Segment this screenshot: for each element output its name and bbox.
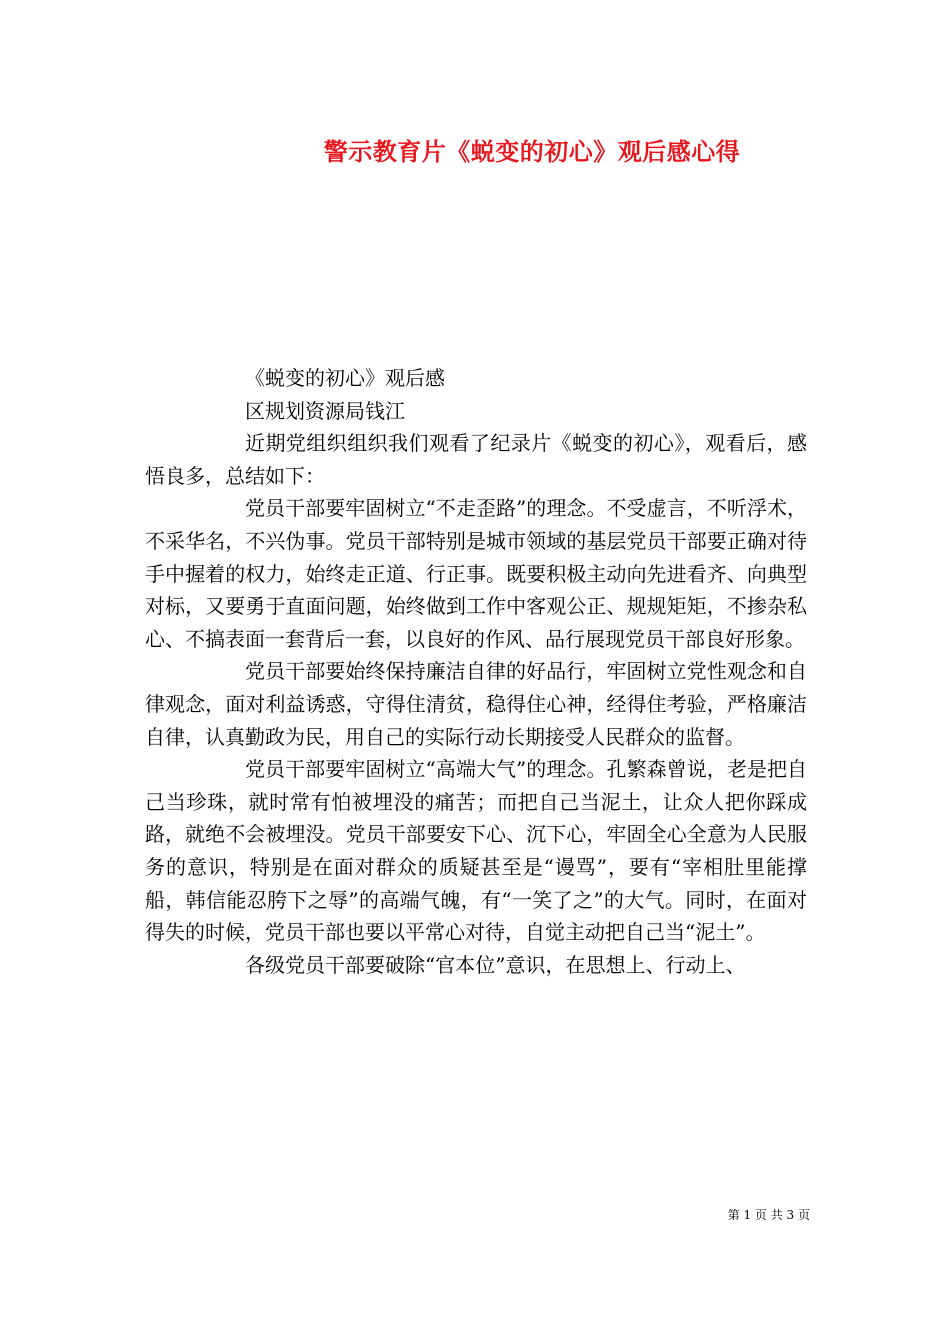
document-body [145, 362, 807, 981]
paragraph: 各级党员干部要破除“官本位”意识，在思想上、行动上、 [245, 952, 746, 977]
subtitle-line: 《蜕变的初心》观后感 [245, 366, 445, 390]
paragraph: 党员干部要始终保持廉洁自律的好品行，牢固树立党性观念和自律观念，面对利益诱惑，守得住清贫，稳得住心神，经得住考验，严格廉洁自律，认真勤政为民，用自己的实际行动长期接受人民群众的监督。 [145, 659, 807, 749]
paragraph: 党员干部要牢固树立“不走歪路”的理念。不受虚言，不听浮术，不采华名，不兴伪事。党员干部特别是城市领域的基层党员干部要正确对待手中握着的权力，始终走正道、行正事。既要积极主动向先进看齐、向典型对标，又要勇于直面问题，始终做到工作中客观公正、规规矩矩，不掺杂私心、不搞表面一套背后一套，以良好的作风、品行展现党员干部良好形象。 [145, 496, 807, 651]
page-footer: 第 1 页 共 3 页 [727, 1208, 810, 1222]
paragraph: 党员干部要牢固树立“高端大气”的理念。孔繁森曾说，老是把自己当珍珠，就时常有怕被埋没的痛苦；而把自己当泥土，让众人把你踩成路，就绝不会被埋没。党员干部要安下心、沉下心，牢固全心全意为人民服务的意识，特别是在面对群众的质疑甚至是“谩骂”，要有“宰相肚里能撑船，韩信能忍胯下之辱”的高端气魄，有“一笑了之”的大气。同时，在面对得失的时候，党员干部也要以平常心对待，自觉主动把自己当“泥土”。 [145, 757, 807, 945]
paragraph: 近期党组织组织我们观看了纪录片《蜕变的初心》，观看后，感悟良多，总结如下： [145, 431, 807, 488]
document-title: 警示教育片《蜕变的初心》观后感心得 [323, 137, 741, 166]
author-line: 区规划资源局钱江 [245, 398, 405, 423]
